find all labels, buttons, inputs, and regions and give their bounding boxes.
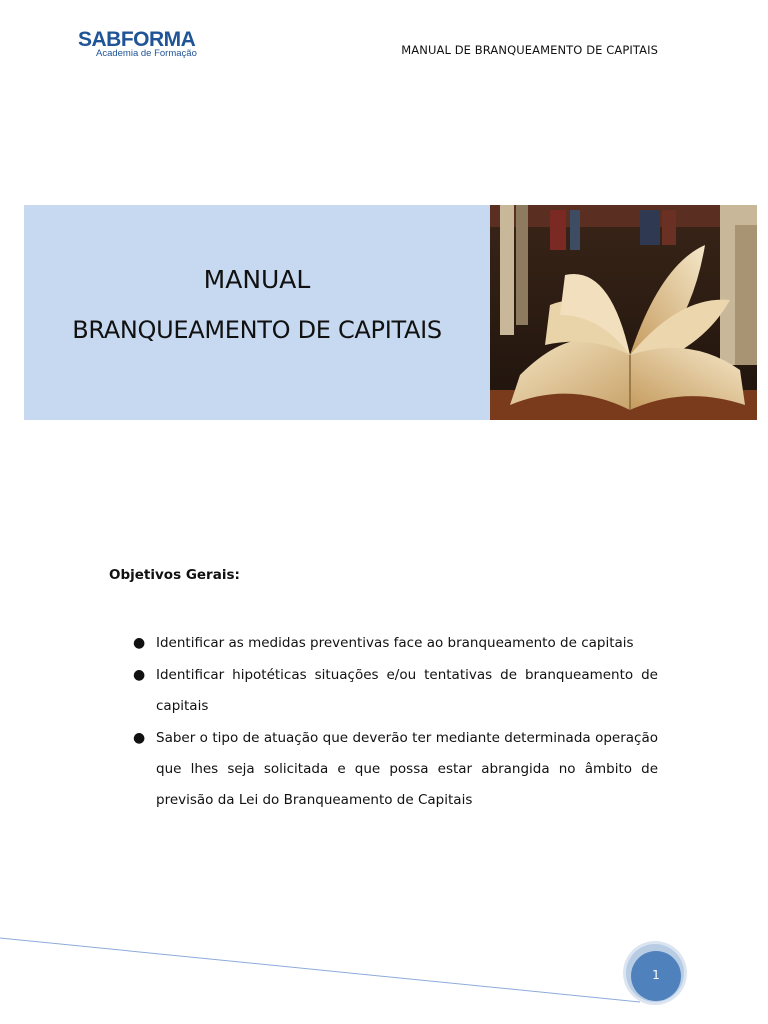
title-banner bbox=[24, 205, 490, 420]
bullet-icon: ● bbox=[133, 635, 146, 651]
list-item bbox=[130, 660, 658, 722]
running-header-title: MANUAL DE BRANQUEAMENTO DE CAPITAIS bbox=[401, 43, 658, 57]
list-item bbox=[130, 628, 658, 659]
objectives-list bbox=[130, 628, 658, 817]
objective-text: Identificar hipotéticas situações e/ou tentativas de branqueamento de capitais bbox=[156, 667, 658, 714]
logo-wordmark: SABFORMA bbox=[78, 28, 196, 51]
banner-title-line1: MANUAL bbox=[203, 265, 311, 294]
bullet-icon: ● bbox=[133, 730, 146, 746]
objective-text: Identificar as medidas preventivas face ao branqueamento de capitais bbox=[156, 635, 634, 651]
list-item bbox=[130, 723, 658, 816]
logo-tagline: Academia de Formação bbox=[96, 48, 197, 59]
bullet-icon: ● bbox=[133, 667, 146, 683]
objectives-heading: Objetivos Gerais: bbox=[109, 567, 240, 583]
banner-title-line2: BRANQUEAMENTO DE CAPITAIS bbox=[72, 316, 442, 344]
page-number: 1 bbox=[652, 968, 660, 982]
open-book-photo bbox=[490, 205, 757, 420]
objective-text: Saber o tipo de atuação que deverão ter mediante determinada operação que lhes seja solicitada e que possa estar abrangida no âmbito de previsão da Lei do Branqueamento de Capitais bbox=[156, 730, 658, 808]
company-logo bbox=[78, 28, 218, 62]
